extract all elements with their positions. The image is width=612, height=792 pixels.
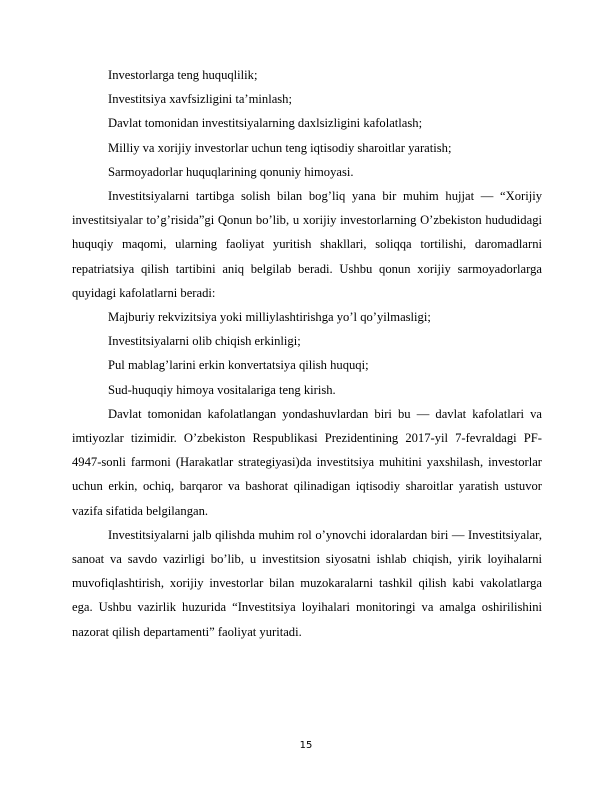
list-item: Sud-huquqiy himoya vositalariga teng kirish. [108,382,336,397]
list-item: Davlat tomonidan investitsiyalarning daxlsizligini kafolatlash; [108,116,423,131]
list-item: Majburiy rekvizitsiya yoki milliylashtirishga yo’l qo’yilmasligi; [108,310,431,325]
list-item: Investitsiyalarni olib chiqish erkinligi; [108,334,301,349]
page-body [72,63,542,644]
page-number: 15 [299,740,313,751]
paragraph-foreign-investment-law: Investitsiyalarni tartibga solish bilan bog’liq yana bir muhim hujjat — “Xorijiy investitsiyalar to’g’risida”gi Qonun bo’lib, u xorijiy investorlarning O’zbekiston hududidagi huquqiy maqomi, ularning faoliyat yuritish shakllari, soliqqa tortilishi, daromadlarni repatriatsiya qilish tartibini aniq belgilab beradi. Ushbu qonun xorijiy sarmoyadorlarga quyidagi kafolatlarni beradi: [72,189,542,300]
paragraph-ministry: Investitsiyalarni jalb qilishda muhim rol o’ynovchi idoralardan biri — Investitsiyalar, sanoat va savdo vazirligi bo’lib, u investitsion siyosatni ishlab chiqish, yirik loyihalarni muvofiqlashtirish, xorijiy investorlar bilan muzokaralarni tashkil qilish kabi vakolatlarga ega. Ushbu vazirlik huzurida “Investitsiya loyihalari monitoringi va amalga oshirilishini nazorat qilish departamenti” faoliyat yuritadi. [72,527,542,639]
list-item: Milliy va xorijiy investorlar uchun teng iqtisodiy sharoitlar yaratish; [108,140,452,155]
list-item: Sarmoyadorlar huquqlarining qonuniy himoyasi. [108,164,354,179]
list-item: Investorlarga teng huquqlilik; [108,68,258,82]
list-item: Pul mablag’larini erkin konvertatsiya qilish huquqi; [108,358,369,373]
list-item: Investitsiya xavfsizligini ta’minlash; [108,92,292,107]
paragraph-state-guarantees: Davlat tomonidan kafolatlangan yondashuvlardan biri bu — davlat kafolatlari va imtiyozlar tizimidir. O’zbekiston Respublikasi Prezidentining 2017-yil 7-fevraldagi PF-4947-sonli farmoni (Harakatlar strategiyasi)da investitsiya muhitini yaxshilash, investorlar uchun erkin, ochiq, barqaror va bashorat qilinadigan iqtisodiy sharoitlar yaratish ustuvor vazifa sifatida belgilangan. [72,406,542,518]
